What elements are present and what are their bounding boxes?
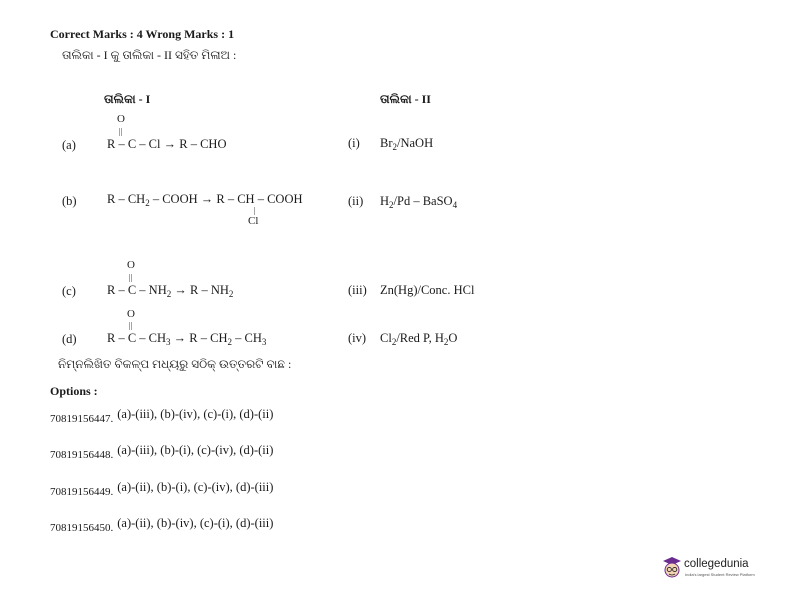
- reaction-b: R – $CH_2$ – COOH → R – CH – COOH: [107, 192, 303, 208]
- logo-tagline: India's largest Student Review Platform: [685, 572, 755, 577]
- option-text: (a)-(ii), (b)-(i), (c)-(iv), (d)-(iii): [117, 480, 274, 494]
- question-prompt: ନିମ୍ନଲିଖିତ ବିକଳ୍ପ ମଧ୍ୟରୁ ସଠିକ୍ ଉତ୍ତରଟି ବାଛ :: [58, 357, 292, 371]
- double-bond-d: ||: [129, 321, 133, 330]
- graduate-face-icon: [662, 556, 682, 580]
- list-2-label-i: (i): [348, 136, 360, 150]
- carbonyl-oxygen-d: O: [127, 308, 135, 320]
- option-row-4[interactable]: [50, 514, 273, 532]
- carbonyl-oxygen-a: O: [117, 113, 125, 125]
- reagent-i: $Br_2$/NaOH: [380, 136, 434, 152]
- list-2-label-ii: (ii): [348, 194, 364, 208]
- options-heading: Options :: [50, 384, 98, 398]
- list-1-label-b: (b): [62, 194, 77, 208]
- option-text: (a)-(iii), (b)-(i), (c)-(iv), (d)-(ii): [117, 443, 274, 457]
- option-id: 70819156449.: [50, 486, 114, 498]
- reagent-ii: $H_2/Pd$ – BaSO$_4$: [380, 194, 458, 210]
- single-bond-b: |: [254, 206, 256, 215]
- reagent-iii: Zn(Hg)/Conc. HCl: [380, 283, 475, 297]
- list-1-heading: ତାଲିକା - I: [104, 92, 151, 106]
- option-id: 70819156448.: [50, 449, 114, 461]
- option-row-2[interactable]: [50, 441, 273, 459]
- list-2-label-iii: (iii): [348, 283, 367, 297]
- double-bond-c: ||: [129, 273, 133, 282]
- reaction-d: $R - C - CH_3 \to R - CH_2 - CH_3$: [107, 331, 267, 347]
- list-1-label-c: (c): [62, 284, 76, 298]
- instruction-line: ତାଲିକା - I କୁ ତାଲିକା - II ସହିତ ମିଳାଅ :: [62, 48, 237, 62]
- list-1-label-d: (d): [62, 332, 77, 346]
- carbonyl-oxygen-c: O: [127, 259, 135, 271]
- list-1-label-a: (a): [62, 138, 76, 152]
- collegedunia-logo: [662, 556, 762, 582]
- option-text: (a)-(iii), (b)-(iv), (c)-(i), (d)-(ii): [117, 407, 274, 421]
- marks-line: Correct Marks : 4 Wrong Marks : 1: [50, 27, 235, 41]
- logo-wordmark: collegedunia: [684, 558, 749, 570]
- reaction-a: R – C – Cl → R – CHO: [107, 137, 227, 151]
- option-text: (a)-(ii), (b)-(iv), (c)-(i), (d)-(iii): [117, 516, 274, 530]
- option-id: 70819156450.: [50, 522, 114, 534]
- option-row-3[interactable]: [50, 478, 273, 496]
- double-bond-a: ||: [119, 127, 123, 136]
- option-id: 70819156447.: [50, 413, 114, 425]
- list-2-heading: ତାଲିକା - II: [380, 92, 431, 106]
- list-2-label-iv: (iv): [348, 331, 367, 345]
- reagent-iv: $Cl_2$/Red P, $H_2O$: [380, 331, 458, 347]
- reaction-c: $R - C - NH_2 \to R - NH_2$: [107, 283, 234, 299]
- option-row-1[interactable]: [50, 405, 273, 423]
- chlorine-substituent-b: Cl: [248, 215, 259, 227]
